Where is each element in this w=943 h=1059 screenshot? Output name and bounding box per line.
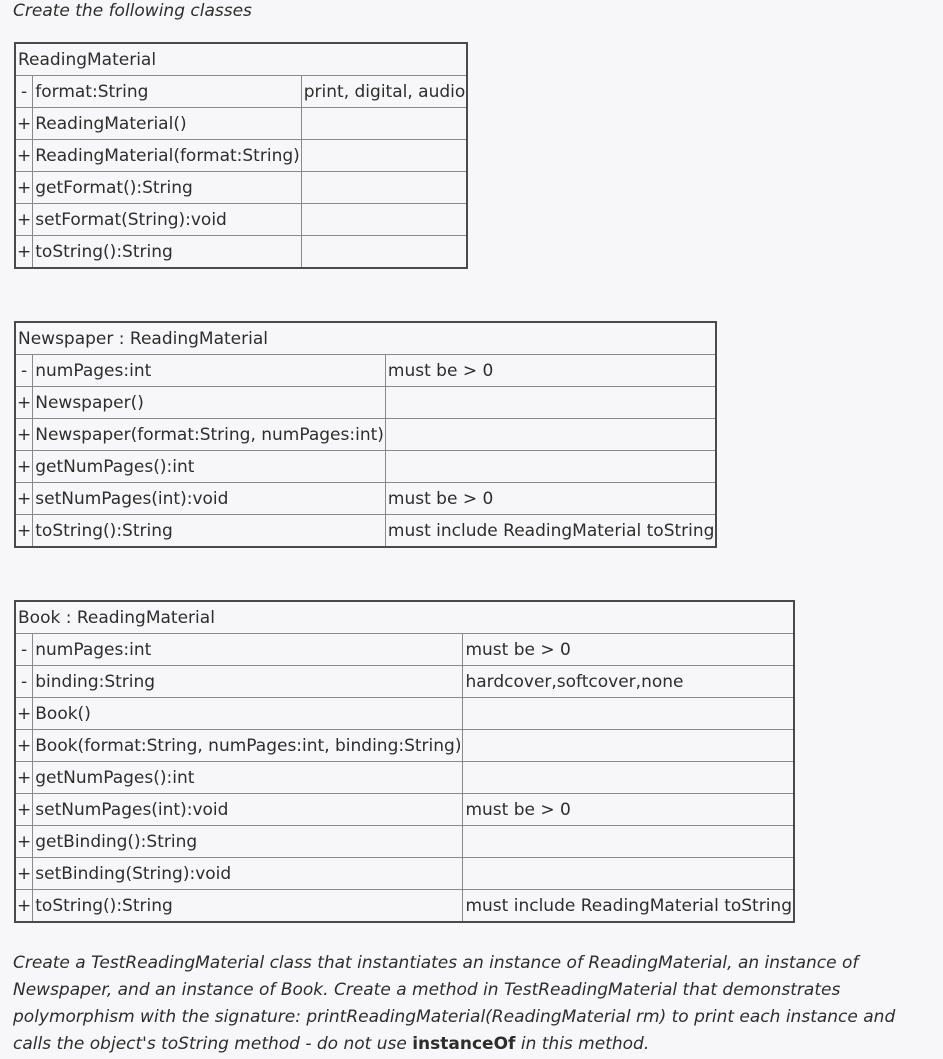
member-signature: ReadingMaterial(format:String) (33, 140, 302, 172)
member-signature: setNumPages(int):void (33, 794, 463, 826)
visibility-marker: + (15, 236, 33, 269)
visibility-marker: + (15, 387, 33, 419)
member-signature: Book(format:String, numPages:int, binding:String) (33, 730, 463, 762)
visibility-marker: + (15, 451, 33, 483)
visibility-marker: + (15, 419, 33, 451)
member-note: must be > 0 (463, 794, 794, 826)
member-row (15, 794, 794, 826)
member-signature: ReadingMaterial() (33, 108, 302, 140)
member-note (463, 826, 794, 858)
member-row (15, 826, 794, 858)
member-note: must be > 0 (385, 355, 716, 387)
class-header-row (15, 322, 716, 355)
class-header: Book : ReadingMaterial (15, 601, 794, 634)
closing-instructions (13, 950, 925, 1058)
member-note: hardcover,softcover,none (463, 666, 794, 698)
member-signature: numPages:int (33, 355, 386, 387)
member-note (301, 108, 467, 140)
class-table-newspaper (14, 321, 717, 548)
member-row (15, 698, 794, 730)
member-signature: getNumPages():int (33, 762, 463, 794)
visibility-marker: + (15, 140, 33, 172)
member-row (15, 172, 467, 204)
member-note: must be > 0 (385, 483, 716, 515)
member-signature: setBinding(String):void (33, 858, 463, 890)
member-note: print, digital, audio (301, 76, 467, 108)
visibility-marker: + (15, 108, 33, 140)
closing-text-before: Create a TestReadingMaterial class that instantiates an instance of ReadingMaterial, an instance of Newspaper, and an instance of Book. Create a method in TestReadingMaterial that demonstrates polymorphism with the signature: printReadingMaterial(ReadingMaterial rm) to print each instance and calls the object's toString method - do not use (13, 953, 896, 1054)
member-signature: binding:String (33, 666, 463, 698)
member-row (15, 108, 467, 140)
member-note (385, 419, 716, 451)
member-signature: Newspaper() (33, 387, 386, 419)
visibility-marker: - (15, 76, 33, 108)
member-row (15, 419, 716, 451)
class-header-row (15, 601, 794, 634)
member-signature: setNumPages(int):void (33, 483, 386, 515)
member-signature: Book() (33, 698, 463, 730)
visibility-marker: + (15, 826, 33, 858)
class-table-readingmaterial (14, 42, 468, 269)
visibility-marker: + (15, 890, 33, 923)
member-signature: toString():String (33, 236, 302, 269)
member-row (15, 76, 467, 108)
class-table-book (14, 600, 795, 923)
member-signature: getFormat():String (33, 172, 302, 204)
visibility-marker: + (15, 794, 33, 826)
visibility-marker: - (15, 634, 33, 666)
visibility-marker: - (15, 355, 33, 387)
member-note (385, 451, 716, 483)
class-header-row (15, 43, 467, 76)
class-header: ReadingMaterial (15, 43, 467, 76)
member-note (301, 140, 467, 172)
member-note (301, 172, 467, 204)
member-row (15, 204, 467, 236)
member-note (463, 698, 794, 730)
member-row (15, 140, 467, 172)
member-note: must be > 0 (463, 634, 794, 666)
member-signature: toString():String (33, 515, 386, 548)
class-header: Newspaper : ReadingMaterial (15, 322, 716, 355)
closing-text-after: in this method. (515, 1034, 650, 1054)
member-row (15, 451, 716, 483)
visibility-marker: + (15, 730, 33, 762)
member-row (15, 730, 794, 762)
member-note (301, 204, 467, 236)
visibility-marker: + (15, 698, 33, 730)
member-note (385, 387, 716, 419)
member-row (15, 858, 794, 890)
member-signature: getNumPages():int (33, 451, 386, 483)
member-row (15, 355, 716, 387)
member-signature: Newspaper(format:String, numPages:int) (33, 419, 386, 451)
member-note: must include ReadingMaterial toString (463, 890, 794, 923)
member-row (15, 515, 716, 548)
member-signature: setFormat(String):void (33, 204, 302, 236)
member-signature: toString():String (33, 890, 463, 923)
closing-bold-keyword: instanceOf (412, 1034, 516, 1054)
member-row (15, 890, 794, 923)
member-row (15, 483, 716, 515)
member-row (15, 236, 467, 269)
member-note (463, 762, 794, 794)
member-row (15, 634, 794, 666)
visibility-marker: - (15, 666, 33, 698)
visibility-marker: + (15, 204, 33, 236)
member-note (301, 236, 467, 269)
member-note (463, 858, 794, 890)
member-signature: getBinding():String (33, 826, 463, 858)
visibility-marker: + (15, 762, 33, 794)
member-signature: format:String (33, 76, 302, 108)
member-row (15, 762, 794, 794)
member-signature: numPages:int (33, 634, 463, 666)
visibility-marker: + (15, 858, 33, 890)
visibility-marker: + (15, 172, 33, 204)
member-note: must include ReadingMaterial toString (385, 515, 716, 548)
member-row (15, 666, 794, 698)
member-row (15, 387, 716, 419)
visibility-marker: + (15, 483, 33, 515)
member-note (463, 730, 794, 762)
visibility-marker: + (15, 515, 33, 548)
intro-text: Create the following classes (13, 1, 252, 21)
